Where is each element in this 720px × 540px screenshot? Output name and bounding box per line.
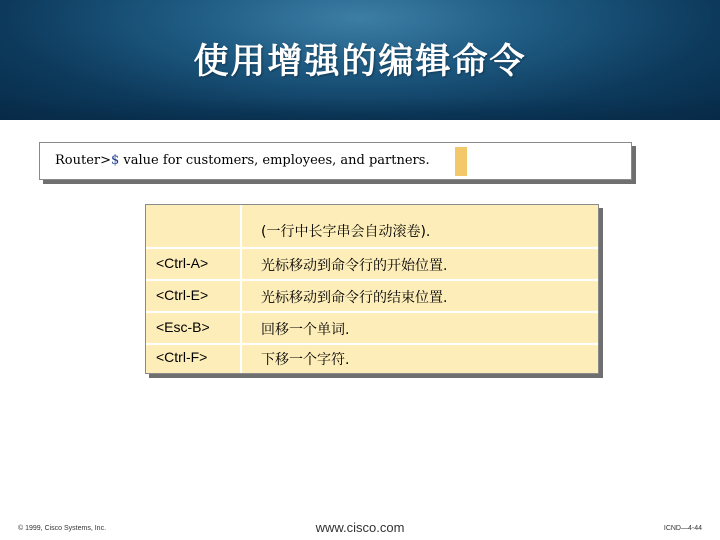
prompt-text: Router> xyxy=(55,153,112,168)
shortcut-description: 光标移动到命令行的开始位置. xyxy=(261,258,448,274)
table-header: (一行中长字串会自动滚卷). xyxy=(261,224,431,240)
row-divider xyxy=(146,279,598,281)
row-divider xyxy=(146,311,598,313)
cursor-block xyxy=(455,147,467,176)
shortcut-table xyxy=(145,204,599,374)
shortcut-key: <Esc-B> xyxy=(156,319,210,335)
page-number: ICND—4-44 xyxy=(663,525,702,532)
copyright-text: © 1999, Cisco Systems, Inc. xyxy=(18,525,107,532)
command-line-box xyxy=(39,142,632,180)
command-text: value for customers, employees, and partners. xyxy=(119,153,430,168)
row-divider xyxy=(146,343,598,345)
command-line-text xyxy=(55,153,430,168)
shortcut-key: <Ctrl-A> xyxy=(156,255,209,271)
shortcut-key: <Ctrl-F> xyxy=(156,349,208,365)
scroll-indicator: $ xyxy=(111,153,120,168)
shortcut-key: <Ctrl-E> xyxy=(156,287,209,303)
website-link[interactable]: www.cisco.com xyxy=(315,520,405,535)
shortcut-description: 下移一个字符. xyxy=(261,352,350,368)
shortcut-description: 光标移动到命令行的结束位置. xyxy=(261,290,448,306)
page-title: 使用增强的编辑命令 xyxy=(193,42,527,82)
shortcut-description: 回移一个单词. xyxy=(261,322,350,338)
row-divider xyxy=(146,247,598,249)
table-divider xyxy=(240,205,242,373)
